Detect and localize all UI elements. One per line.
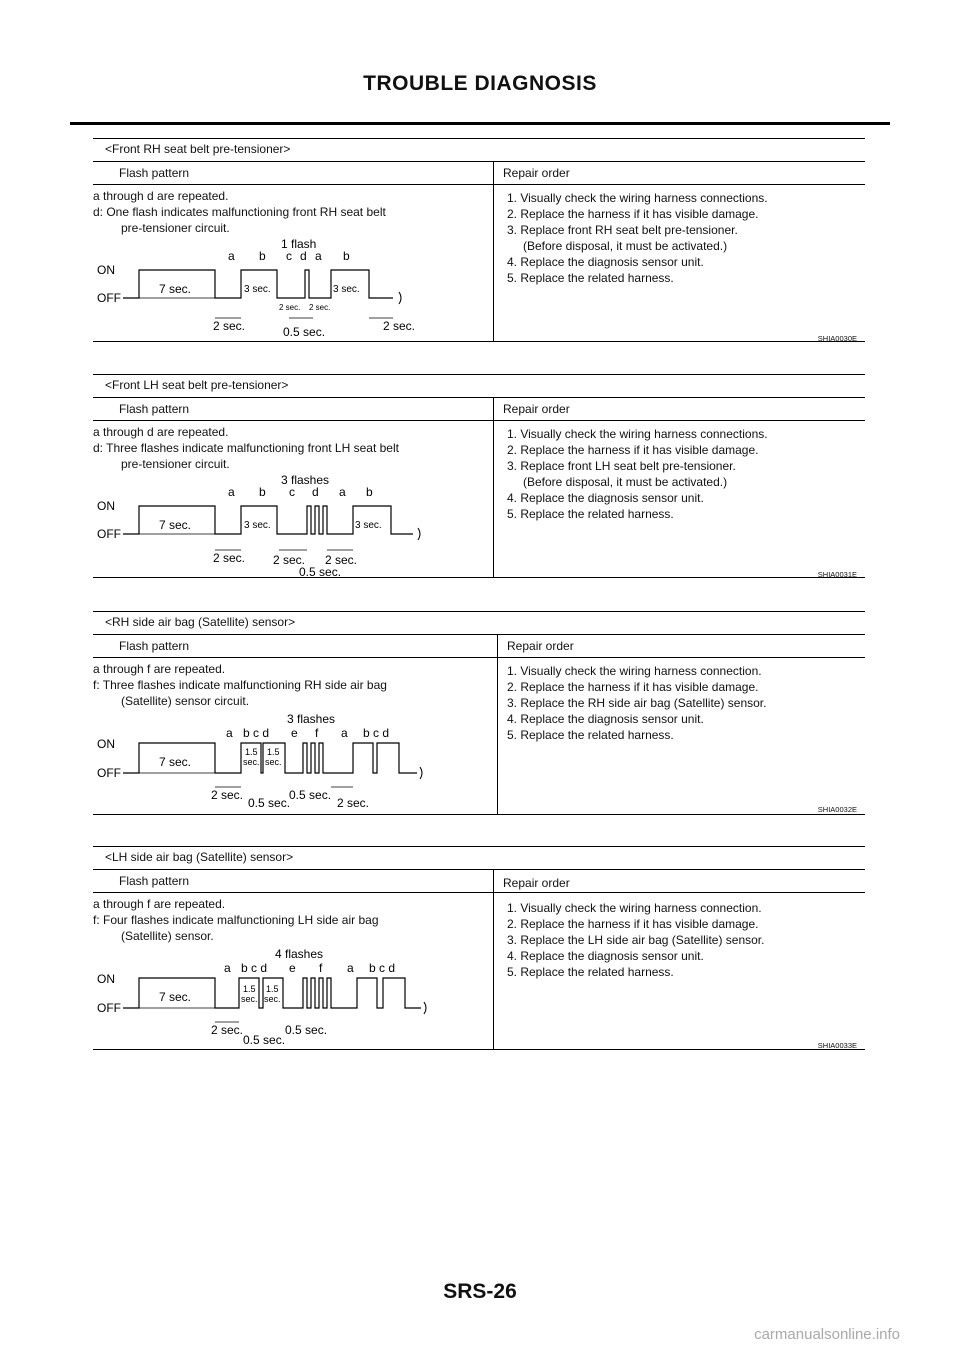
condition-line-1: a through f are repeated. bbox=[93, 662, 226, 676]
duration-1-5-label: 1.5 bbox=[245, 747, 258, 757]
flash-condition-text bbox=[93, 424, 483, 472]
segment-label-a: a bbox=[228, 249, 235, 263]
flash-count-label: 1 flash bbox=[281, 237, 317, 251]
header-top-rule bbox=[93, 161, 865, 162]
repair-step-3: 3. Replace the LH side air bag (Satellite) sensor. bbox=[507, 933, 765, 947]
repair-step-4: 4. Replace the diagnosis sensor unit. bbox=[507, 255, 704, 269]
block-top-rule bbox=[93, 846, 865, 847]
diagnosis-block-lh-side-airbag-sensor bbox=[93, 846, 865, 1050]
repair-order-header: Repair order bbox=[507, 639, 574, 653]
page-title: TROUBLE DIAGNOSIS bbox=[363, 72, 597, 95]
duration-7-sec: 7 sec. bbox=[159, 990, 192, 1004]
off-label: OFF bbox=[97, 766, 121, 780]
flash-pattern-header: Flash pattern bbox=[119, 639, 190, 653]
duration-3-sec: 3 sec. bbox=[244, 520, 271, 531]
break-mark bbox=[399, 292, 401, 304]
duration-2-sec: 2 sec. bbox=[211, 1023, 244, 1037]
condition-line-2: f: Three flashes indicate malfunctioning RH side air bag bbox=[93, 678, 387, 692]
block-title: <Front LH seat belt pre-tensioner> bbox=[105, 378, 289, 392]
segment-label-c: c bbox=[289, 485, 295, 499]
header-top-rule bbox=[93, 634, 865, 635]
column-divider bbox=[493, 161, 494, 342]
segment-label-a: a bbox=[315, 249, 322, 263]
condition-line-1: a through f are repeated. bbox=[93, 897, 226, 911]
duration-3-sec: 3 sec. bbox=[333, 284, 360, 295]
condition-line-2: d: Three flashes indicate malfunctioning front LH seat belt bbox=[93, 441, 399, 455]
segment-label-bcd: b c d bbox=[369, 961, 396, 975]
repair-step-3: 3. Replace front RH seat belt pre-tensioner. bbox=[507, 223, 738, 237]
duration-0-5-sec: 0.5 sec. bbox=[299, 565, 342, 579]
segment-label-bcd: b c d bbox=[241, 961, 268, 975]
repair-step-2: 2. Replace the harness if it has visible damage. bbox=[507, 680, 759, 694]
duration-7-sec: 7 sec. bbox=[159, 518, 192, 532]
segment-label-a: a bbox=[347, 961, 354, 975]
repair-step-1: 1. Visually check the wiring harness connection. bbox=[507, 664, 762, 678]
condition-line-1: a through d are repeated. bbox=[93, 425, 229, 439]
break-mark bbox=[424, 1002, 426, 1014]
condition-line-2: f: Four flashes indicate malfunctioning LH side air bag bbox=[93, 913, 379, 927]
duration-0-5-sec: 0.5 sec. bbox=[289, 788, 332, 802]
segment-label-bcd: b c d bbox=[243, 726, 270, 740]
flash-count-label: 4 flashes bbox=[275, 947, 324, 961]
flash-count-label: 3 flashes bbox=[281, 473, 330, 487]
repair-step-4: 4. Replace the diagnosis sensor unit. bbox=[507, 491, 704, 505]
figure-reference: SHIA0031E bbox=[817, 570, 857, 579]
repair-order-header: Repair order bbox=[503, 402, 570, 416]
segment-label-b: b bbox=[366, 485, 373, 499]
repair-step-3: 3. Replace the RH side air bag (Satellite) sensor. bbox=[507, 696, 767, 710]
segment-label-a: a bbox=[224, 961, 231, 975]
column-divider bbox=[493, 869, 494, 1050]
duration-3-sec: 3 sec. bbox=[355, 520, 382, 531]
off-label: OFF bbox=[97, 1001, 121, 1015]
segment-label-a: a bbox=[228, 485, 235, 499]
duration-2-sec: 2 sec. bbox=[279, 303, 301, 312]
duration-0-5-sec: 0.5 sec. bbox=[283, 325, 326, 339]
duration-sec-label: sec. bbox=[265, 757, 282, 767]
condition-line-2: d: One flash indicates malfunctioning front RH seat belt bbox=[93, 205, 386, 219]
duration-0-5-sec: 0.5 sec. bbox=[248, 796, 291, 810]
duration-2-sec: 2 sec. bbox=[273, 553, 306, 567]
repair-step-1: 1. Visually check the wiring harness connections. bbox=[507, 427, 768, 441]
segment-label-f: f bbox=[319, 961, 323, 975]
duration-2-sec: 2 sec. bbox=[337, 796, 370, 810]
title-rule bbox=[70, 122, 890, 125]
figure-reference: SHIA0032E bbox=[817, 805, 857, 814]
header-bottom-rule bbox=[93, 420, 865, 421]
duration-7-sec: 7 sec. bbox=[159, 282, 192, 296]
duration-1-5-label: 1.5 bbox=[266, 984, 279, 994]
break-mark bbox=[418, 528, 420, 540]
repair-order-header: Repair order bbox=[503, 876, 570, 890]
repair-step-3-note: (Before disposal, it must be activated.) bbox=[523, 239, 728, 253]
flash-count-label: 3 flashes bbox=[287, 712, 336, 726]
segment-label-d: d bbox=[312, 485, 319, 499]
block-top-rule bbox=[93, 138, 865, 139]
flash-condition-text bbox=[93, 896, 483, 944]
condition-line-3: (Satellite) sensor circuit. bbox=[121, 694, 250, 708]
watermark: carmanualsonline.info bbox=[754, 1326, 900, 1343]
flash-pattern-diagram bbox=[93, 711, 493, 821]
repair-step-2: 2. Replace the harness if it has visible damage. bbox=[507, 917, 759, 931]
flash-pattern-header: Flash pattern bbox=[119, 402, 190, 416]
condition-line-3: pre-tensioner circuit. bbox=[121, 221, 230, 235]
segment-label-b: b bbox=[259, 249, 266, 263]
off-label: OFF bbox=[97, 291, 121, 305]
segment-label-a: a bbox=[339, 485, 346, 499]
flash-pattern-diagram bbox=[93, 946, 493, 1056]
block-title: <RH side air bag (Satellite) sensor> bbox=[105, 615, 296, 629]
flash-pattern-diagram bbox=[93, 472, 493, 582]
block-title: <LH side air bag (Satellite) sensor> bbox=[105, 850, 294, 864]
condition-line-1: a through d are repeated. bbox=[93, 189, 229, 203]
repair-step-2: 2. Replace the harness if it has visible damage. bbox=[507, 207, 759, 221]
segment-label-e: e bbox=[291, 726, 298, 740]
duration-7-sec: 7 sec. bbox=[159, 755, 192, 769]
duration-sec-label: sec. bbox=[243, 757, 260, 767]
diagnosis-block-rh-side-airbag-sensor bbox=[93, 611, 865, 815]
duration-sec-label: sec. bbox=[264, 994, 281, 1004]
segment-label-b: b bbox=[343, 249, 350, 263]
page-number: SRS-26 bbox=[443, 1280, 517, 1303]
header-bottom-rule bbox=[93, 892, 865, 893]
diagnosis-block-front-lh-pretensioner bbox=[93, 374, 865, 578]
duration-2-sec: 2 sec. bbox=[325, 553, 358, 567]
flash-condition-text bbox=[93, 661, 483, 709]
repair-step-5: 5. Replace the related harness. bbox=[507, 271, 674, 285]
repair-steps bbox=[507, 190, 768, 286]
repair-step-5: 5. Replace the related harness. bbox=[507, 507, 674, 521]
flash-pattern-header: Flash pattern bbox=[119, 874, 190, 888]
segment-label-b: b bbox=[259, 485, 266, 499]
repair-step-4: 4. Replace the diagnosis sensor unit. bbox=[507, 949, 704, 963]
repair-step-1: 1. Visually check the wiring harness connection. bbox=[507, 901, 762, 915]
figure-reference: SHIA0033E bbox=[817, 1041, 857, 1050]
on-label: ON bbox=[97, 737, 115, 751]
repair-step-1: 1. Visually check the wiring harness connections. bbox=[507, 191, 768, 205]
header-top-rule bbox=[93, 869, 865, 870]
figure-reference: SHIA0030E bbox=[817, 334, 857, 343]
block-title: <Front RH seat belt pre-tensioner> bbox=[105, 142, 291, 156]
condition-line-3: pre-tensioner circuit. bbox=[121, 457, 230, 471]
duration-3-sec: 3 sec. bbox=[244, 284, 271, 295]
repair-steps bbox=[507, 900, 764, 980]
duration-sec-label: sec. bbox=[241, 994, 258, 1004]
block-top-rule bbox=[93, 611, 865, 612]
segment-label-a: a bbox=[226, 726, 233, 740]
off-label: OFF bbox=[97, 527, 121, 541]
column-divider bbox=[497, 634, 498, 815]
segment-label-a: a bbox=[341, 726, 348, 740]
duration-1-5-label: 1.5 bbox=[243, 984, 256, 994]
duration-2-sec: 2 sec. bbox=[213, 551, 246, 565]
block-top-rule bbox=[93, 374, 865, 375]
duration-0-5-sec: 0.5 sec. bbox=[285, 1023, 328, 1037]
segment-label-bcd: b c d bbox=[363, 726, 390, 740]
header-bottom-rule bbox=[93, 657, 865, 658]
repair-steps bbox=[507, 426, 768, 522]
condition-line-3: (Satellite) sensor. bbox=[121, 929, 214, 943]
flash-condition-text bbox=[93, 188, 483, 236]
repair-steps bbox=[507, 663, 766, 743]
duration-2-sec: 2 sec. bbox=[213, 319, 246, 333]
duration-2-sec: 2 sec. bbox=[309, 303, 331, 312]
repair-step-2: 2. Replace the harness if it has visible damage. bbox=[507, 443, 759, 457]
header-bottom-rule bbox=[93, 184, 865, 185]
repair-step-3-note: (Before disposal, it must be activated.) bbox=[523, 475, 728, 489]
segment-label-c: c bbox=[286, 249, 292, 263]
repair-step-4: 4. Replace the diagnosis sensor unit. bbox=[507, 712, 704, 726]
on-label: ON bbox=[97, 263, 115, 277]
repair-step-3: 3. Replace front LH seat belt pre-tensioner. bbox=[507, 459, 736, 473]
on-label: ON bbox=[97, 972, 115, 986]
segment-label-f: f bbox=[315, 726, 319, 740]
duration-2-sec: 2 sec. bbox=[211, 788, 244, 802]
flash-pattern-diagram bbox=[93, 236, 493, 346]
column-divider bbox=[493, 397, 494, 578]
on-label: ON bbox=[97, 499, 115, 513]
header-top-rule bbox=[93, 397, 865, 398]
flash-pattern-header: Flash pattern bbox=[119, 166, 190, 180]
break-mark bbox=[420, 767, 422, 779]
segment-label-e: e bbox=[289, 961, 296, 975]
duration-0-5-sec: 0.5 sec. bbox=[243, 1033, 286, 1047]
diagnosis-block-front-rh-pretensioner bbox=[93, 138, 865, 342]
duration-2-sec: 2 sec. bbox=[383, 319, 416, 333]
duration-1-5-label: 1.5 bbox=[267, 747, 280, 757]
segment-label-d: d bbox=[300, 249, 307, 263]
repair-step-5: 5. Replace the related harness. bbox=[507, 728, 674, 742]
repair-step-5: 5. Replace the related harness. bbox=[507, 965, 674, 979]
repair-order-header: Repair order bbox=[503, 166, 570, 180]
